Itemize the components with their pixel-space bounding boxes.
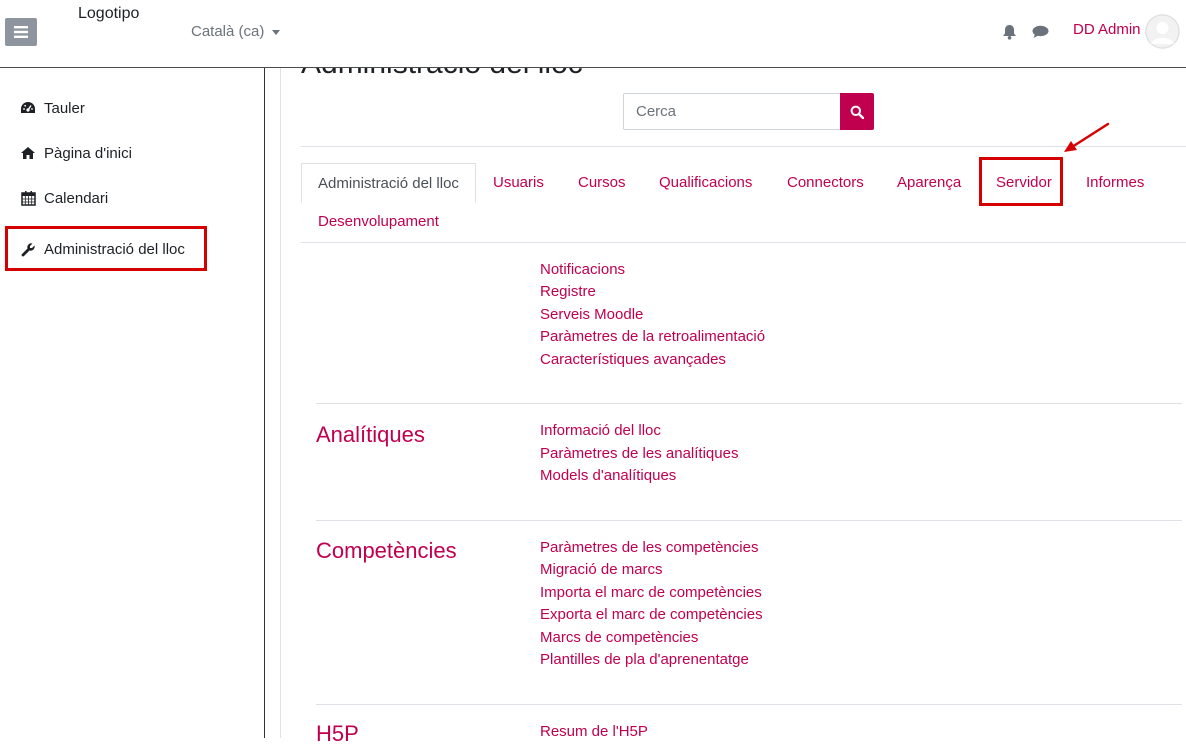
search-input[interactable] [624,94,840,129]
user-icon [1145,14,1180,49]
search-button[interactable] [840,93,874,130]
tab-plugins[interactable]: Connectors [787,174,864,191]
tab-reports[interactable]: Informes [1086,174,1145,191]
section-divider [316,403,1182,404]
hamburger-icon [13,25,29,39]
link-export-framework[interactable]: Exporta el marc de competències [540,606,763,623]
link-learning-plan-templates[interactable]: Plantilles de pla d'aprenentatge [540,651,749,668]
link-framework-migration[interactable]: Migració de marcs [540,561,663,578]
chat-icon[interactable] [1032,25,1049,39]
search-field[interactable] [623,93,841,130]
link-analytics-settings[interactable]: Paràmetres de les analítiques [540,445,739,462]
tab-server[interactable]: Servidor [996,174,1052,191]
tab-site-admin[interactable] [301,163,476,203]
chevron-down-icon [272,30,280,35]
section-title-competencies[interactable]: Competències [316,538,457,563]
sidebar-item-label: Tauler [44,99,85,117]
section-divider [316,520,1182,521]
tab-development[interactable]: Desenvolupament [318,213,439,230]
annotation-arrow-icon [1060,120,1112,156]
link-feedback-settings[interactable]: Paràmetres de la retroalimentació [540,328,766,345]
dashboard-icon [20,100,36,116]
sidebar-item-dashboard[interactable] [0,93,264,123]
language-label: Català (ca) [191,23,265,40]
sidebar-item-calendar[interactable] [0,183,264,213]
divider [301,146,1186,147]
link-moodle-services[interactable]: Serveis Moodle [540,306,644,323]
tabs-divider [301,242,1186,243]
top-navbar [0,0,1186,68]
avatar[interactable] [1145,14,1180,49]
nav-drawer [0,68,265,738]
link-h5p-overview[interactable]: Resum de l'H5P [540,723,648,740]
site-logo[interactable]: Logotipo [78,5,140,22]
sidebar-item-label: Pàgina d'inici [44,144,132,162]
link-log[interactable]: Registre [540,283,596,300]
sidebar-item-label: Calendari [44,189,109,207]
section-title-h5p[interactable]: H5P [316,721,359,746]
search-icon [850,105,864,119]
sidebar-item-home[interactable] [0,138,264,168]
link-notifications[interactable]: Notificacions [540,261,626,278]
link-site-info[interactable]: Informació del lloc [540,422,661,439]
link-analytics-models[interactable]: Models d'analítiques [540,467,677,484]
annotation-highlight-box [5,226,207,271]
link-advanced-features[interactable]: Característiques avançades [540,351,726,368]
home-icon [20,145,36,161]
tab-appearance[interactable]: Aparença [897,174,962,191]
tab-label: Administració del lloc [318,174,459,192]
drawer-toggle-button[interactable] [5,18,37,46]
link-import-framework[interactable]: Importa el marc de competències [540,584,762,601]
content-divider [280,68,281,738]
link-competency-settings[interactable]: Paràmetres de les competències [540,539,759,556]
section-title-analytics[interactable]: Analítiques [316,422,425,447]
user-menu[interactable]: DD Admin [1073,21,1141,38]
calendar-icon [20,190,36,206]
link-competency-frameworks[interactable]: Marcs de competències [540,629,699,646]
tab-users[interactable]: Usuaris [493,174,544,191]
annotation-highlight-box [979,157,1063,206]
tab-courses[interactable]: Cursos [578,174,626,191]
tab-grades[interactable]: Qualificacions [659,174,753,191]
language-menu[interactable] [191,23,280,40]
sidebar-item-label: Administració del lloc [44,240,185,258]
bell-icon[interactable] [1002,24,1017,40]
section-divider [316,704,1182,705]
